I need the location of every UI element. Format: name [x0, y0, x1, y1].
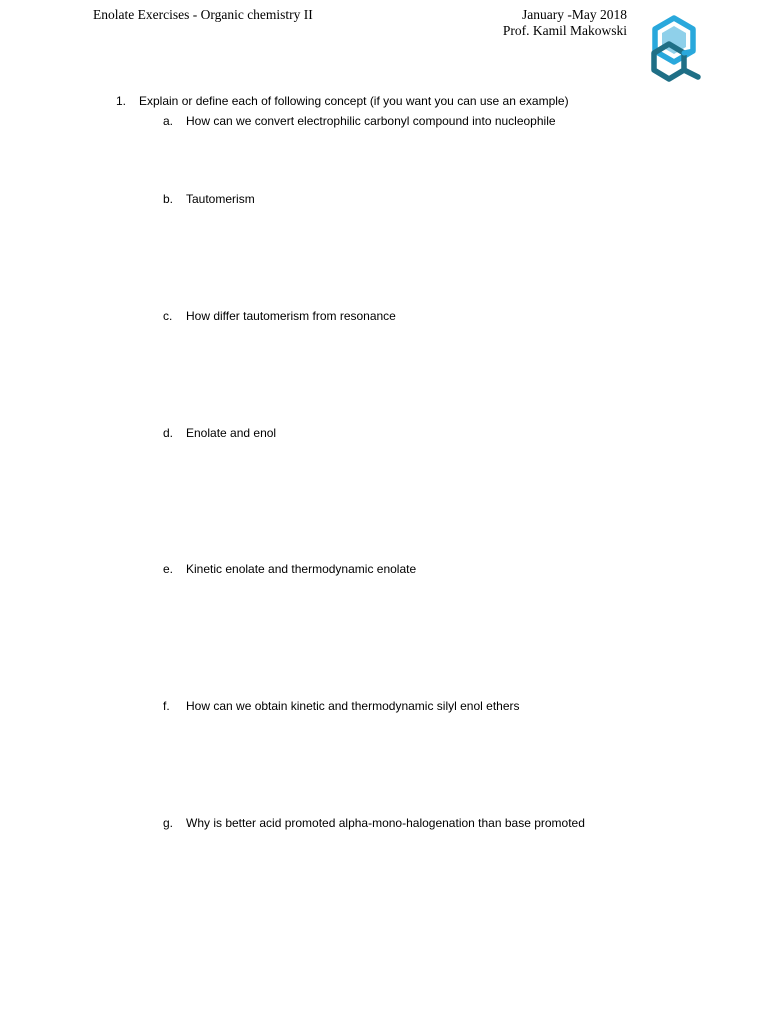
- document-date: January -May 2018: [522, 7, 627, 22]
- item-text: How can we obtain kinetic and thermodynamic silyl enol ethers: [186, 699, 520, 713]
- item-letter: d.: [163, 426, 174, 440]
- header-right: [503, 7, 627, 39]
- logo-bond-line: [684, 70, 698, 77]
- item-letter: g.: [163, 816, 174, 830]
- document-title: Enolate Exercises - Organic chemistry II: [93, 7, 313, 22]
- item-text: Why is better acid promoted alpha-mono-halogenation than base promoted: [186, 816, 585, 830]
- item-letter: b.: [163, 192, 174, 206]
- item-letter: a.: [163, 114, 174, 128]
- hexagon-molecule-logo-icon: [648, 14, 708, 86]
- logo-bond-line-2: [684, 51, 693, 53]
- item-letter: c.: [163, 309, 173, 323]
- question-text: Explain or define each of following concept (if you want you can use an example): [139, 94, 569, 108]
- item-letter: f.: [163, 699, 170, 713]
- item-text: How can we convert electrophilic carbonyl compound into nucleophile: [186, 114, 556, 128]
- item-text: Kinetic enolate and thermodynamic enolate: [186, 562, 417, 576]
- item-letter: e.: [163, 562, 174, 576]
- question-number: 1.: [116, 94, 127, 108]
- item-text: Tautomerism: [186, 192, 255, 206]
- document-author: Prof. Kamil Makowski: [502, 23, 627, 38]
- item-text: Enolate and enol: [186, 426, 277, 440]
- item-text: How differ tautomerism from resonance: [186, 309, 396, 323]
